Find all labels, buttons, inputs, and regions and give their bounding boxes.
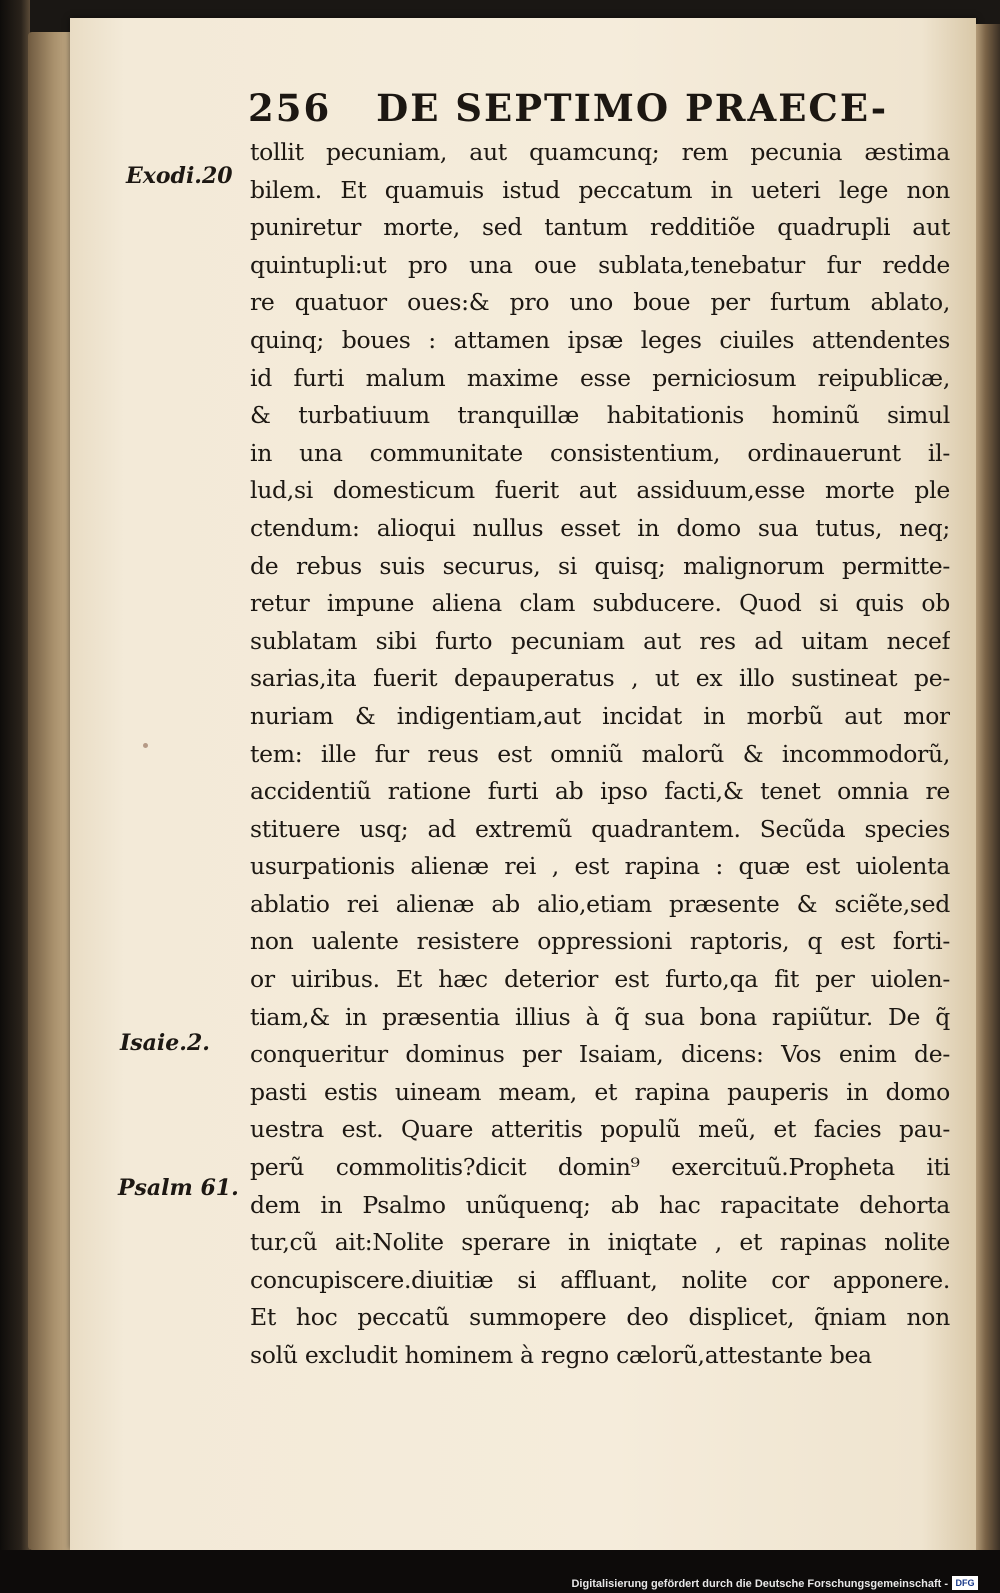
text-line: ctendum: alioqui nullus esset in domo sua tutus, neq; bbox=[250, 513, 950, 542]
text-line: usurpationis alienæ rei , est rapina : quæ est uiolenta bbox=[250, 852, 950, 881]
text-line: bilem. Et quamuis istud peccatum in ueteri lege non bbox=[250, 175, 950, 204]
text-line: in una communitate consistentium, ordinauerunt il- bbox=[250, 438, 950, 467]
book-gutter-right bbox=[976, 24, 1000, 1550]
text-line: retur impune aliena clam subducere. Quod si quis ob bbox=[250, 589, 950, 618]
body-text bbox=[250, 134, 950, 1375]
text-line: Et hoc peccatũ summopere deo displicet, q̃niam non bbox=[250, 1303, 950, 1332]
text-line: concupiscere.diuitiæ si affluant, nolite cor apponere. bbox=[250, 1265, 950, 1294]
text-line: sarias,ita fuerit depauperatus , ut ex illo sustineat pe- bbox=[250, 664, 950, 693]
text-line: conqueritur dominus per Isaiam, dicens: Vos enim de- bbox=[250, 1040, 950, 1069]
text-line: accidentiũ ratione furti ab ipso facti,& tenet omnia re bbox=[250, 777, 950, 806]
text-line: nuriam & indigentiam,aut incidat in morbũ aut mor bbox=[250, 701, 950, 730]
text-line: puniretur morte, sed tantum redditiõe quadrupli aut bbox=[250, 213, 950, 242]
running-head bbox=[248, 86, 889, 130]
book-cover-edge bbox=[28, 32, 74, 1550]
text-line: stituere usq; ad extremũ quadrantem. Secũda species bbox=[250, 814, 950, 843]
text-line: sublatam sibi furto pecuniam aut res ad uitam necef bbox=[250, 626, 950, 655]
text-line: & turbatiuum tranquillæ habitationis hominũ simul bbox=[250, 401, 950, 430]
text-line: tollit pecuniam, aut quamcunq; rem pecunia æstima bbox=[250, 138, 950, 166]
text-line: quinq; boues : attamen ipsæ leges ciuiles attendentes bbox=[250, 325, 950, 354]
text-line: non ualente resistere oppressioni raptoris, q est forti- bbox=[250, 927, 950, 956]
margin-note-psalm: Psalm 61. bbox=[118, 1175, 239, 1201]
text-line: lud,si domesticum fuerit aut assiduum,esse morte ple bbox=[250, 476, 950, 505]
running-title: DE SEPTIMO PRAECE- bbox=[376, 86, 889, 130]
text-line: tur,cũ ait:Nolite sperare in iniqtate , et rapinas nolite bbox=[250, 1228, 950, 1257]
text-line: de rebus suis securus, si quisq; malignorum permitte- bbox=[250, 551, 950, 580]
text-line: tiam,& in præsentia illius à q̃ sua bona rapiũtur. De q̃ bbox=[250, 1002, 950, 1031]
text-line: tem: ille fur reus est omniũ malorũ & incommodorũ, bbox=[250, 739, 950, 768]
text-line: id furti malum maxime esse perniciosum reipublicæ, bbox=[250, 363, 950, 392]
text-line: dem in Psalmo unũquenq; ab hac rapacitate dehorta bbox=[250, 1190, 950, 1219]
text-line: perũ commolitis?dicit domin⁹ exercituũ.Propheta iti bbox=[250, 1153, 950, 1182]
page-number: 256 bbox=[248, 86, 332, 130]
paper-speck bbox=[143, 743, 148, 748]
text-line: re quatuor oues:& pro uno boue per furtum ablato, bbox=[250, 288, 950, 317]
dfg-logo: DFG bbox=[952, 1576, 978, 1590]
footer-credit: Digitalisierung gefördert durch die Deutsche Forschungsgemeinschaft - bbox=[571, 1578, 948, 1590]
margin-note-isaie: Isaie.2. bbox=[120, 1030, 210, 1056]
text-line: ablatio rei alienæ ab alio,etiam præsente & sciẽte,sed bbox=[250, 889, 950, 918]
text-line: pasti estis uineam meam, et rapina pauperis in domo bbox=[250, 1077, 950, 1106]
text-line: uestra est. Quare atteritis populũ meũ, et facies pau- bbox=[250, 1115, 950, 1144]
margin-note-exodi: Exodi.20 bbox=[126, 163, 233, 189]
scan-background-left bbox=[0, 0, 30, 1593]
text-line: solũ excludit hominem à regno cælorũ,attestante bea bbox=[250, 1341, 872, 1369]
text-line: or uiribus. Et hæc deterior est furto,qa fit per uiolen- bbox=[250, 965, 950, 994]
text-line: quintupli:ut pro una oue sublata,tenebatur fur redde bbox=[250, 250, 950, 279]
